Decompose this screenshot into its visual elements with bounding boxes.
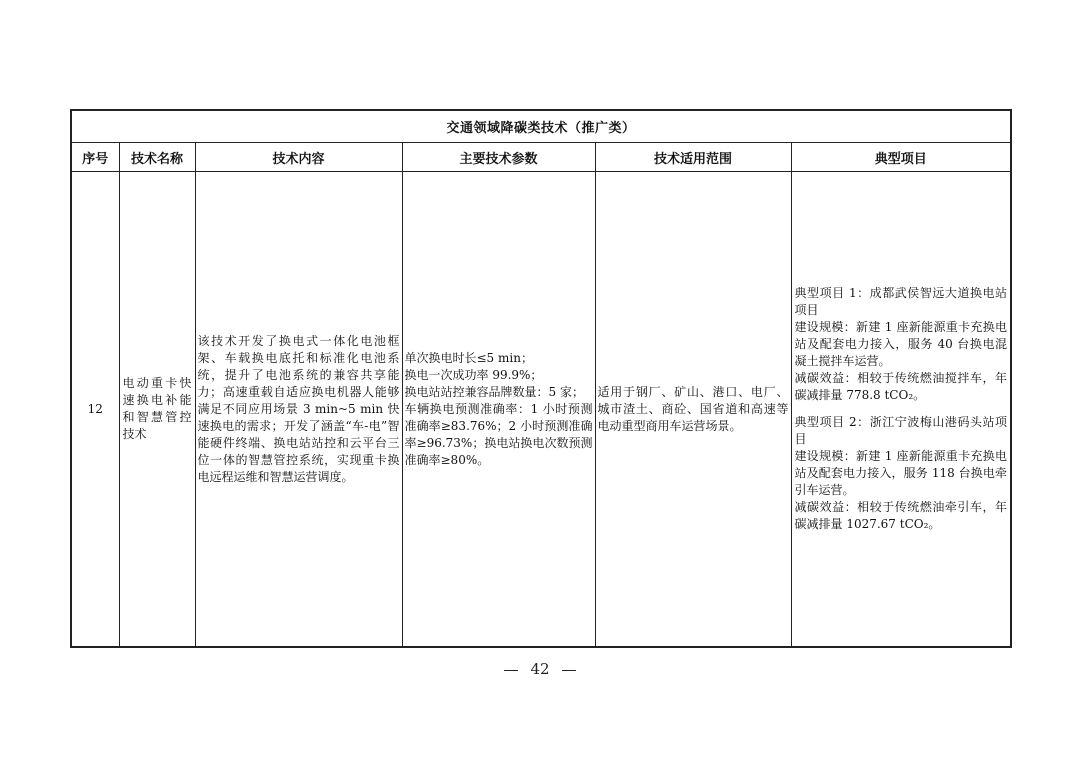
cell-name — [119, 172, 195, 648]
header-seq: 序号 — [71, 143, 119, 172]
project-benefit: 减碳效益：相较于传统燃油搅拌车，年碳减排量 778.8 tCO₂。 — [794, 371, 1008, 402]
param-line: 单次换电时长≤5 min； — [404, 350, 533, 365]
header-params: 主要技术参数 — [402, 143, 595, 172]
project-item — [795, 285, 1008, 404]
cell-seq: 12 — [71, 172, 119, 648]
typical-projects — [792, 285, 1011, 533]
table-title: 交通领域降碳类技术（推广类） — [71, 110, 1011, 143]
project-scale: 建设规模：新建 1 座新能源重卡充换电站及配套电力接入，服务 118 台换电牵引车运营。 — [794, 449, 1008, 497]
project-name: 典型项目 1：成都武侯智远大道换电站项目 — [794, 286, 1008, 317]
cell-params — [402, 172, 595, 648]
project-benefit: 减碳效益：相较于传统燃油牵引车，年碳减排量 1027.67 tCO₂。 — [794, 500, 1008, 531]
page-footer — [0, 660, 1080, 678]
technology-name: 电动重卡快速换电补能和智慧管控技术 — [122, 376, 192, 441]
technology-table — [70, 109, 1012, 648]
table-row — [71, 172, 1011, 648]
project-item — [795, 414, 1008, 533]
dash-left — [504, 670, 518, 671]
header-name: 技术名称 — [119, 143, 195, 172]
page-number: 42 — [530, 660, 550, 678]
cell-scope — [595, 172, 791, 648]
cell-content — [195, 172, 402, 648]
project-scale: 建设规模：新建 1 座新能源重卡充换电站及配套电力接入，服务 40 台换电混凝土搅拌车运营。 — [794, 320, 1008, 368]
technology-scope: 适用于钢厂、矿山、港口、电厂、城市渣土、商砼、国省道和高速等电动重型商用车运营场景。 — [597, 384, 789, 433]
header-projects: 典型项目 — [791, 143, 1011, 172]
technology-content: 该技术开发了换电式一体化电池框架、车载换电底托和标准化电池系统，提升了电池系统的兼容共享能力；高速重载自适应换电机器人能够满足不同应用场景 3 min~5 min 快速换电的需求；开发了涵盖“车-电”智能硬件终端、换电站站控和云平台三位一体的智慧管控系统，实现重卡换电远程运维和智慧运营调度。 — [197, 333, 400, 484]
dash-right — [562, 670, 576, 671]
technology-params — [403, 350, 595, 469]
header-content: 技术内容 — [195, 143, 402, 172]
header-row — [71, 143, 1011, 172]
param-line: 车辆换电预测准确率：1 小时预测准确率≥83.76%；2 小时预测准确率≥96.73%；换电站换电次数预测准确率≥80%。 — [404, 401, 593, 467]
project-name: 典型项目 2：浙江宁波梅山港码头站项目 — [794, 415, 1008, 446]
cell-projects — [791, 172, 1011, 648]
param-line: 换电站站控兼容品牌数量：5 家； — [404, 384, 584, 399]
param-line: 换电一次成功率 99.9%； — [404, 367, 543, 382]
header-scope: 技术适用范围 — [595, 143, 791, 172]
